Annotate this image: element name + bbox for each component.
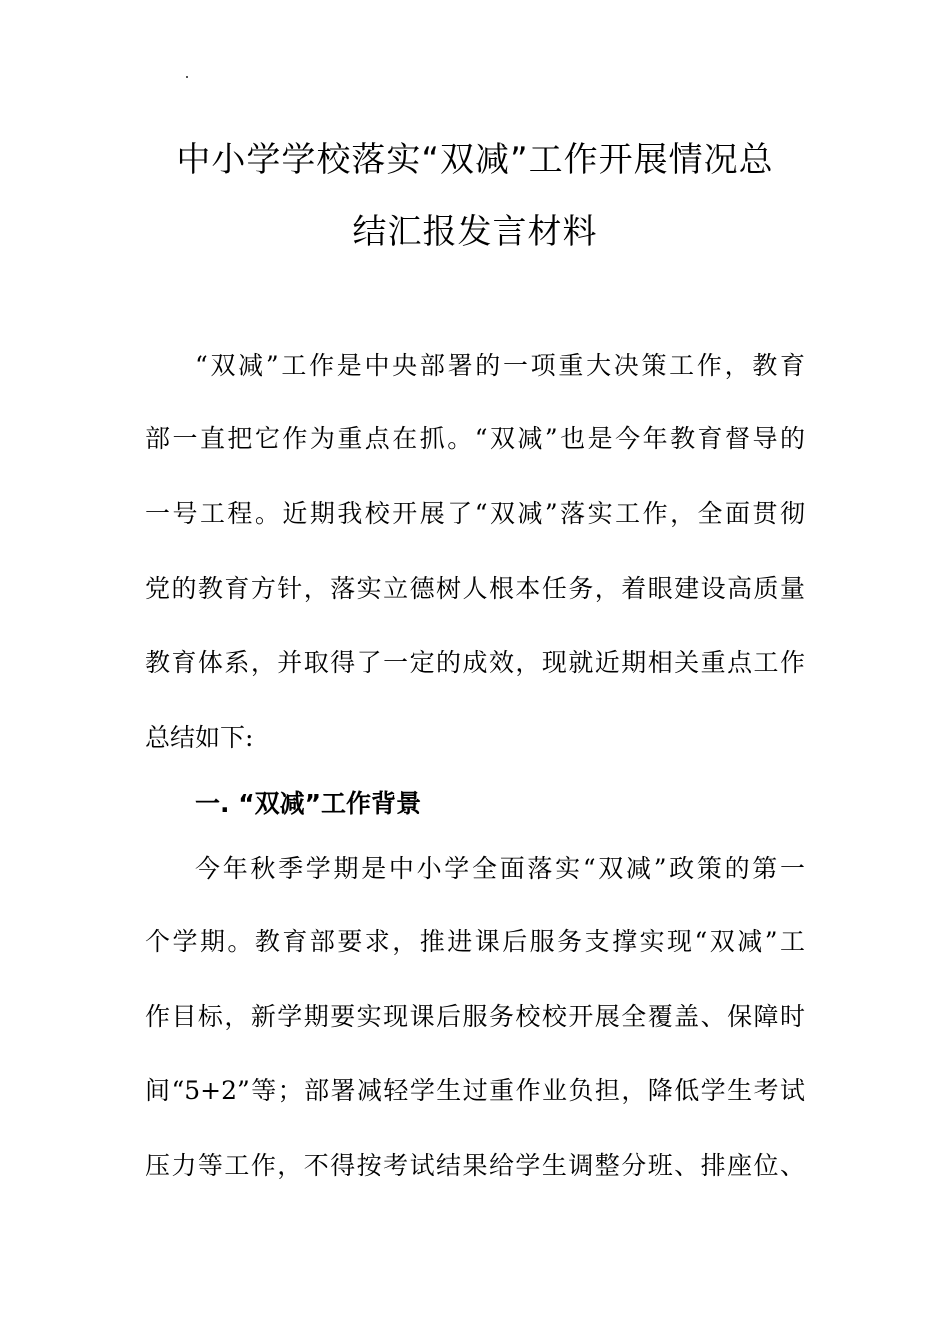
paragraph-2-line-3: 作目标，新学期要实现课后服务校校开展全覆盖、保障时 <box>145 1002 805 1031</box>
document-title-line-1: 中小学学校落实“双减”工作开展情况总 <box>176 140 774 180</box>
paragraph-2-line-4: 间“5+2”等；部署减轻学生过重作业负担，降低学生考试 <box>145 1076 805 1105</box>
document-title-line-2: 结汇报发言材料 <box>352 212 598 252</box>
section-1-heading: 一. “双减”工作背景 <box>195 789 422 818</box>
paragraph-1-line-4: 党的教育方针，落实立德树人根本任务，着眼建设高质量 <box>145 574 805 603</box>
paragraph-1-line-5: 教育体系，并取得了一定的成效，现就近期相关重点工作 <box>145 648 805 677</box>
paragraph-2-line-5: 压力等工作，不得按考试结果给学生调整分班、排座位、 <box>145 1151 805 1180</box>
paragraph-2-line-1: 今年秋季学期是中小学全面落实“双减”政策的第一 <box>195 854 805 883</box>
paragraph-1-line-2: 部一直把它作为重点在抓。“双减”也是今年教育督导的 <box>145 424 805 453</box>
paragraph-1-line-6: 总结如下: <box>145 723 254 752</box>
paragraph-2-line-2: 个学期。教育部要求，推进课后服务支撑实现“双减”工 <box>145 927 805 956</box>
paragraph-1-line-1: “双减”工作是中央部署的一项重大决策工作，教育 <box>195 351 805 380</box>
paragraph-1-line-3: 一号工程。近期我校开展了“双减”落实工作，全面贯彻 <box>145 499 805 528</box>
stray-dot-mark <box>186 76 188 78</box>
